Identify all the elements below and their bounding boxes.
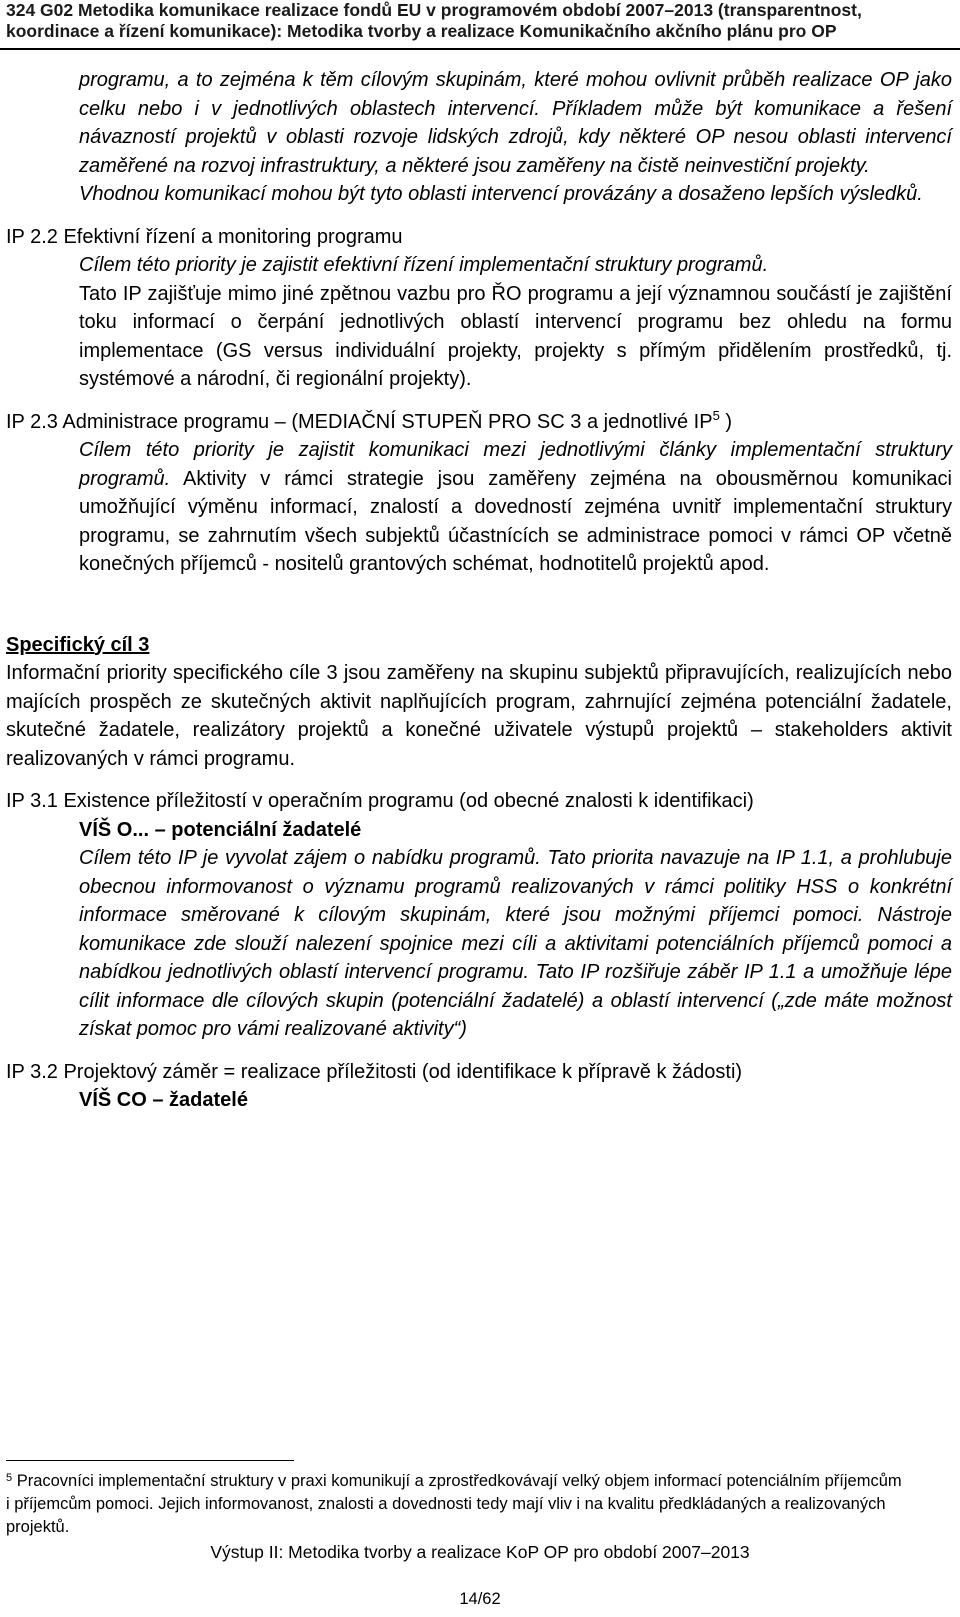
ip22-aim: Cílem této priority je zajistit efektivní řízení implementační struktury programů. xyxy=(79,254,769,276)
ip22-text: Tato IP zajišťuje mimo jiné zpětnou vazbu pro ŘO programu a její významnou součástí je zajištění toku informací o čerpání jednotlivých oblastí intervencí programu bez ohledu na formu implementace (GS versus individuální projekty, projekty s přímým přidělením prostředků, tj. systémové a národní, či regionální projekty). xyxy=(79,282,952,390)
ip23-heading xyxy=(6,408,952,437)
ip23-body xyxy=(79,436,952,579)
ip32-title: 2 Projektový záměr = realizace příležitosti (od identifikace k přípravě k žádosti) xyxy=(46,1060,743,1083)
footnote-ref[interactable]: 5 xyxy=(712,407,720,423)
intro-paragraph: programu, a to zejména k těm cílovým skupinám, které mohou ovlivnit průběh realizace OP jako celku nebo i v jednotlivých oblastech intervencí. Příkladem může být komunikace a řešení návazností projektů v oblasti rozvoje lidských zdrojů, kdy některé OP nesou oblasti intervencí zaměřené na rozvoj infrastruktury, a některé jsou zaměřeny na čistě neinvestiční projekty. xyxy=(79,69,952,177)
ip22-code: IP 2. xyxy=(6,225,47,248)
sc3-text: Informační priority specifického cíle 3 jsou zaměřeny na skupinu subjektů připravujících, realizujících nebo majících prospěch ze skutečných aktivit naplňujících program, zahrnující zejména potenciální žadatele, skutečné žadatele, realizátory projektů a konečné uživatele výstupů projektů – stakeholders aktivit realizovaných v rámci programu. xyxy=(6,662,952,770)
ip31-code: IP 3. xyxy=(6,790,47,812)
header-divider xyxy=(0,48,960,50)
page-number: 14/62 xyxy=(459,1590,501,1608)
intro-paragraph-2: Vhodnou komunikací mohou být tyto oblasti intervencí provázány a dosaženo lepších výsledků. xyxy=(79,183,923,205)
header-line-2: koordinace a řízení komunikace): Metodika tvorby a realizace Komunikačního akčního plánu pro OP xyxy=(6,21,837,41)
ip23-aim: Cílem této priority je zajistit komunikaci mezi jednotlivými články implementační struktury programů. xyxy=(79,439,952,490)
page-header xyxy=(6,0,956,42)
ip23-title: 3 Administrace programu – (MEDIAČNÍ STUPEŇ PRO SC 3 a jednotlivé IP xyxy=(46,410,713,433)
sc3-heading: Specifický cíl 3 xyxy=(6,633,150,656)
footnote-number: 5 xyxy=(6,1472,13,1484)
footnote-text: Pracovníci implementační struktury v praxi komunikují a zprostředkovávají velký objem informací potenciálním příjemcům i příjemcům pomoci. Jejich informovanost, znalosti a dovednosti tedy mají vliv i na kvalitu předkládaných a realizovaných projektů. xyxy=(6,1472,902,1536)
ip23-code: IP 2. xyxy=(6,410,47,433)
ip32-label: VÍŠ CO – žadatelé xyxy=(79,1089,248,1111)
ip31-label: VÍŠ O... – potenciální žadatelé xyxy=(79,818,362,841)
header-line-1: 324 G02 Metodika komunikace realizace fondů EU v programovém období 2007–2013 (transparentnost, xyxy=(6,0,862,20)
ip31-heading xyxy=(6,787,952,816)
ip22-heading xyxy=(6,223,952,252)
document-body xyxy=(6,66,952,1115)
ip31-title: 1 Existence příležitostí v operačním programu (od obecné znalosti k identifikaci) xyxy=(46,790,754,812)
ip22-title: 2 Efektivní řízení a monitoring programu xyxy=(46,225,403,248)
ip32-code: IP 3. xyxy=(6,1060,47,1083)
ip32-heading xyxy=(6,1058,952,1087)
spacer xyxy=(6,394,952,408)
footer-title: Výstup II: Metodika tvorby a realizace KoP OP pro období 2007–2013 xyxy=(210,1542,750,1562)
spacer xyxy=(6,209,952,223)
spacer xyxy=(6,773,952,787)
footnote-divider xyxy=(6,1460,294,1461)
spacer xyxy=(6,579,952,631)
spacer xyxy=(6,1044,952,1058)
footnote xyxy=(6,1470,906,1539)
ip23-title-end: ) xyxy=(719,410,733,433)
ip31-text: Cílem této IP je vyvolat zájem o nabídku programů. Tato priorita navazuje na IP 1.1, a prohlubuje obecnou informovanost o významu programů realizovaných v rámci politiky HSS o konkrétní informace směrované k cílovým skupinám, které jsou možnými příjemci pomoci. Nástroje komunikace zde slouží nalezení spojnice mezi cíli a aktivitami potenciálních příjemců pomoci a nabídkou jednotlivých oblastí intervencí programu. Tato IP rozšiřuje záběr IP 1.1 a umožňuje lépe cílit informace dle cílových skupin (potenciální žadatelé) a oblastí intervencí („zde máte možnost získat pomoc pro vámi realizované aktivity“) xyxy=(79,847,952,1040)
ip23-text: Aktivity v rámci strategie jsou zaměřeny zejména na obousměrnou komunikaci umožňující výměnu informací, znalostí a dovedností zejména uvnitř implementační struktury programu, se zahrnutím všech subjektů účastnících se administrace pomoci v rámci OP včetně konečných příjemců - nositelů grantových schémat, hodnotitelů projektů apod. xyxy=(79,467,952,575)
